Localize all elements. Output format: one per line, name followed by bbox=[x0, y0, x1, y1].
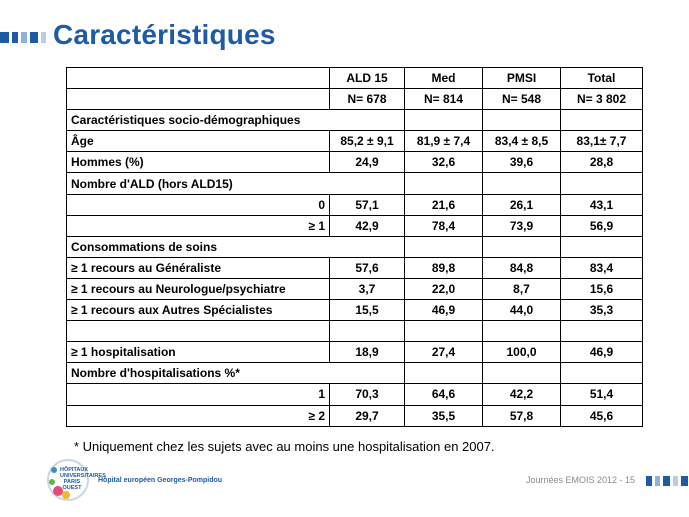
table-row bbox=[67, 405, 643, 426]
value-cell: 35,5 bbox=[405, 405, 483, 426]
sample-size-cell: N= 548 bbox=[483, 89, 561, 110]
value-cell bbox=[405, 321, 483, 342]
value-cell: 32,6 bbox=[405, 152, 483, 173]
value-cell: 83,4 bbox=[561, 257, 643, 278]
table-row bbox=[67, 131, 643, 152]
row-label: 0 bbox=[67, 194, 330, 215]
table-row bbox=[67, 257, 643, 278]
sample-size-cell: N= 678 bbox=[330, 89, 405, 110]
characteristics-table bbox=[66, 67, 643, 427]
table-row bbox=[67, 215, 643, 236]
section-label: Nombre d'hospitalisations %* bbox=[67, 363, 330, 384]
value-cell: 28,8 bbox=[561, 152, 643, 173]
section-row bbox=[67, 173, 643, 194]
column-header: PMSI bbox=[483, 68, 561, 89]
value-cell: 39,6 bbox=[483, 152, 561, 173]
value-cell: 89,8 bbox=[405, 257, 483, 278]
section-label: Consommations de soins bbox=[67, 236, 330, 257]
row-label: ≥ 1 hospitalisation bbox=[67, 342, 330, 363]
section-fill bbox=[330, 363, 405, 384]
value-cell: 100,0 bbox=[483, 342, 561, 363]
section-row bbox=[67, 363, 643, 384]
empty-cell bbox=[483, 236, 561, 257]
header-empty-cell bbox=[67, 68, 330, 89]
value-cell: 46,9 bbox=[561, 342, 643, 363]
value-cell: 3,7 bbox=[330, 278, 405, 299]
empty-cell bbox=[405, 363, 483, 384]
value-cell: 85,2 ± 9,1 bbox=[330, 131, 405, 152]
value-cell: 64,6 bbox=[405, 384, 483, 405]
value-cell: 35,3 bbox=[561, 300, 643, 321]
column-header: Med bbox=[405, 68, 483, 89]
value-cell: 15,5 bbox=[330, 300, 405, 321]
row-label: ≥ 1 bbox=[67, 215, 330, 236]
row-label: 1 bbox=[67, 384, 330, 405]
value-cell: 21,6 bbox=[405, 194, 483, 215]
row-label bbox=[67, 321, 330, 342]
value-cell: 78,4 bbox=[405, 215, 483, 236]
value-cell: 84,8 bbox=[483, 257, 561, 278]
value-cell: 73,9 bbox=[483, 215, 561, 236]
empty-cell bbox=[405, 110, 483, 131]
value-cell: 46,9 bbox=[405, 300, 483, 321]
footer-decoration bbox=[646, 476, 689, 486]
section-row bbox=[67, 236, 643, 257]
slide-title: Caractéristiques bbox=[53, 19, 276, 50]
value-cell: 18,9 bbox=[330, 342, 405, 363]
row-label: ≥ 1 recours au Généraliste bbox=[67, 257, 330, 278]
empty-cell bbox=[405, 236, 483, 257]
column-header: ALD 15 bbox=[330, 68, 405, 89]
value-cell: 8,7 bbox=[483, 278, 561, 299]
empty-cell bbox=[483, 363, 561, 384]
table-row bbox=[67, 384, 643, 405]
row-label: Âge bbox=[67, 131, 330, 152]
table-header-row bbox=[67, 68, 643, 89]
row-label: ≥ 1 recours aux Autres Spécialistes bbox=[67, 300, 330, 321]
row-label: Hommes (%) bbox=[67, 152, 330, 173]
n-empty-cell bbox=[67, 89, 330, 110]
section-fill bbox=[330, 110, 405, 131]
table-row bbox=[67, 194, 643, 215]
row-label: ≥ 1 recours au Neurologue/psychiatre bbox=[67, 278, 330, 299]
table-row bbox=[67, 152, 643, 173]
value-cell: 15,6 bbox=[561, 278, 643, 299]
footnote: * Uniquement chez les sujets avec au moins une hospitalisation en 2007. bbox=[74, 439, 495, 454]
value-cell: 45,6 bbox=[561, 405, 643, 426]
section-label: Caractéristiques socio-démographiques bbox=[67, 110, 330, 131]
value-cell: 83,4 ± 8,5 bbox=[483, 131, 561, 152]
section-fill bbox=[330, 173, 405, 194]
value-cell bbox=[330, 321, 405, 342]
logo-text: HÔPITAUX UNIVERSITAIRES PARIS OUEST bbox=[60, 467, 106, 491]
section-label: Nombre d'ALD (hors ALD15) bbox=[67, 173, 330, 194]
value-cell: 29,7 bbox=[330, 405, 405, 426]
value-cell: 57,8 bbox=[483, 405, 561, 426]
empty-cell bbox=[561, 110, 643, 131]
title-decoration bbox=[0, 32, 48, 43]
empty-cell bbox=[405, 173, 483, 194]
section-fill bbox=[330, 236, 405, 257]
empty-cell bbox=[483, 110, 561, 131]
section-row bbox=[67, 110, 643, 131]
value-cell: 51,4 bbox=[561, 384, 643, 405]
row-label: ≥ 2 bbox=[67, 405, 330, 426]
table-row bbox=[67, 300, 643, 321]
hospital-name: Hôpital européen Georges-Pompidou bbox=[98, 477, 223, 484]
column-header: Total bbox=[561, 68, 643, 89]
value-cell: 27,4 bbox=[405, 342, 483, 363]
value-cell: 70,3 bbox=[330, 384, 405, 405]
empty-cell bbox=[561, 363, 643, 384]
value-cell bbox=[483, 321, 561, 342]
value-cell: 57,6 bbox=[330, 257, 405, 278]
value-cell: 42,2 bbox=[483, 384, 561, 405]
empty-cell bbox=[561, 236, 643, 257]
table-row bbox=[67, 342, 643, 363]
value-cell: 81,9 ± 7,4 bbox=[405, 131, 483, 152]
value-cell: 22,0 bbox=[405, 278, 483, 299]
value-cell: 56,9 bbox=[561, 215, 643, 236]
value-cell: 26,1 bbox=[483, 194, 561, 215]
value-cell bbox=[561, 321, 643, 342]
value-cell: 43,1 bbox=[561, 194, 643, 215]
value-cell: 83,1± 7,7 bbox=[561, 131, 643, 152]
sample-size-cell: N= 814 bbox=[405, 89, 483, 110]
value-cell: 24,9 bbox=[330, 152, 405, 173]
sample-size-cell: N= 3 802 bbox=[561, 89, 643, 110]
value-cell: 42,9 bbox=[330, 215, 405, 236]
empty-cell bbox=[561, 173, 643, 194]
empty-cell bbox=[483, 173, 561, 194]
table-row bbox=[67, 321, 643, 342]
value-cell: 44,0 bbox=[483, 300, 561, 321]
value-cell: 57,1 bbox=[330, 194, 405, 215]
table-n-row bbox=[67, 89, 643, 110]
table-row bbox=[67, 278, 643, 299]
footer-text: Journées EMOIS 2012 - 15 bbox=[526, 475, 636, 485]
